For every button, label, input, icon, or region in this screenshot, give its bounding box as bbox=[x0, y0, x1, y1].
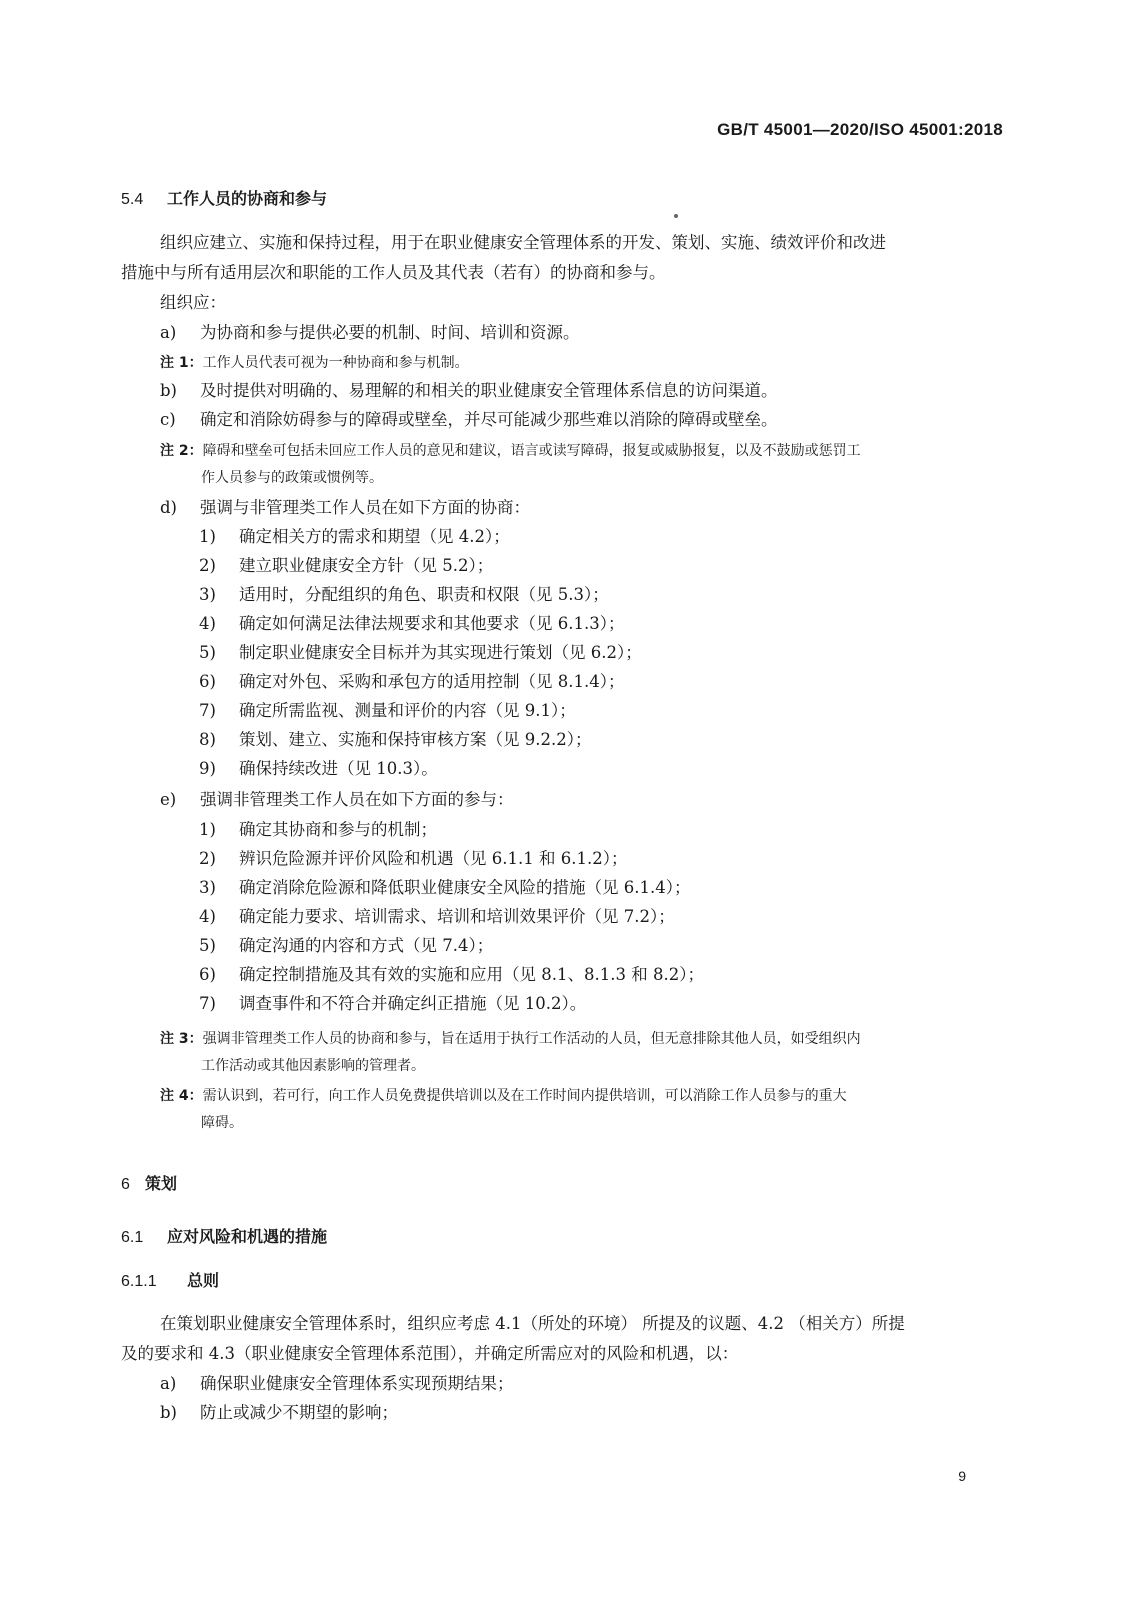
sublist-item bbox=[199, 609, 1131, 638]
sublist-marker: 7) bbox=[199, 994, 216, 1013]
sublist-item bbox=[199, 522, 1131, 551]
list-marker: b) bbox=[160, 381, 177, 400]
sublist-text: 确保持续改进（见 10.3）。 bbox=[239, 759, 438, 778]
sublist-item bbox=[199, 989, 1131, 1018]
para-lead: 组织应： bbox=[160, 293, 226, 312]
list-text: 强调非管理类工作人员在如下方面的参与： bbox=[200, 790, 514, 809]
list-item-c bbox=[160, 405, 1131, 434]
heading-title: 策划 bbox=[145, 1174, 178, 1193]
list-item-e bbox=[160, 785, 1131, 814]
sublist-item bbox=[199, 667, 1131, 696]
note-2 bbox=[160, 438, 1131, 465]
sublist-marker: 3) bbox=[199, 585, 216, 604]
note-label: 注 1： bbox=[160, 355, 203, 371]
note-text: 需认识到，若可行，向工作人员免费提供培训以及在工作时间内提供培训，可以消除工作人员参与的重大 bbox=[202, 1088, 847, 1104]
list-text: 防止或减少不期望的影响； bbox=[200, 1403, 398, 1422]
note-4 bbox=[160, 1083, 1131, 1110]
heading-6-1-1 bbox=[121, 1268, 1131, 1291]
para-intro-line1: 组织应建立、实施和保持过程，用于在职业健康安全管理体系的开发、策划、实施、绩效评价和改进 bbox=[160, 233, 886, 252]
sublist-d bbox=[199, 522, 1131, 783]
list-item-b bbox=[160, 376, 1131, 405]
list-marker: d) bbox=[160, 498, 177, 517]
sublist-marker: 1) bbox=[199, 527, 216, 546]
heading-6 bbox=[121, 1171, 1131, 1194]
heading-title: 应对风险和机遇的措施 bbox=[167, 1227, 328, 1246]
heading-5-4 bbox=[121, 186, 1131, 209]
para-intro-line2: 措施中与所有适用层次和职能的工作人员及其代表（若有）的协商和参与。 bbox=[121, 263, 666, 282]
heading-number: 6.1.1 bbox=[121, 1273, 157, 1290]
standard-number: GB/T 45001—2020/ISO 45001:2018 bbox=[717, 120, 1003, 139]
sublist-text: 调查事件和不符合并确定纠正措施（见 10.2）。 bbox=[239, 994, 587, 1013]
sublist-text: 确定其协商和参与的机制； bbox=[239, 820, 437, 839]
sublist-item bbox=[199, 725, 1131, 754]
sublist-text: 制定职业健康安全目标并为其实现进行策划（见 6.2）； bbox=[239, 643, 642, 662]
note-label: 注 2： bbox=[160, 443, 203, 459]
list-text: 确保职业健康安全管理体系实现预期结果； bbox=[200, 1374, 514, 1393]
list-text: 为协商和参与提供必要的机制、时间、培训和资源。 bbox=[200, 323, 580, 342]
note-label: 注 3： bbox=[160, 1031, 203, 1047]
sublist-item bbox=[199, 754, 1131, 783]
sublist-marker: 6) bbox=[199, 672, 216, 691]
heading-title: 总则 bbox=[187, 1271, 220, 1290]
sublist-marker: 5) bbox=[199, 936, 216, 955]
note-text: 工作人员代表可视为一种协商和参与机制。 bbox=[202, 355, 469, 371]
note-label: 注 4： bbox=[160, 1088, 203, 1104]
list-text: 确定和消除妨碍参与的障碍或壁垒，并尽可能减少那些难以消除的障碍或壁垒。 bbox=[200, 410, 778, 429]
list-marker: a) bbox=[160, 323, 177, 342]
heading-number: 6.1 bbox=[121, 1229, 144, 1246]
note-text: 强调非管理类工作人员的协商和参与，旨在适用于执行工作活动的人员，但无意排除其他人员，如受组织内 bbox=[202, 1031, 861, 1047]
heading-number: 6 bbox=[121, 1176, 130, 1193]
sublist-marker: 2) bbox=[199, 556, 216, 575]
heading-number: 5.4 bbox=[121, 191, 144, 208]
sublist-marker: 4) bbox=[199, 614, 216, 633]
sublist-item bbox=[199, 638, 1131, 667]
sublist-item bbox=[199, 696, 1131, 725]
sublist-item bbox=[199, 844, 1131, 873]
sublist-item bbox=[199, 580, 1131, 609]
note-2-cont: 作人员参与的政策或惯例等。 bbox=[201, 470, 383, 486]
list-item-a bbox=[160, 318, 1131, 347]
list-item-611-b bbox=[160, 1398, 1131, 1427]
sublist-item bbox=[199, 931, 1131, 960]
list-marker: a) bbox=[160, 1374, 177, 1393]
sublist-item bbox=[199, 815, 1131, 844]
sublist-text: 确定沟通的内容和方式（见 7.4）； bbox=[239, 936, 494, 955]
sublist-marker: 7) bbox=[199, 701, 216, 720]
list-marker: c) bbox=[160, 410, 176, 429]
note-4-cont: 障碍。 bbox=[201, 1115, 243, 1131]
sublist-text: 辨识危险源并评价风险和机遇（见 6.1.1 和 6.1.2）； bbox=[239, 849, 628, 868]
sublist-marker: 8) bbox=[199, 730, 216, 749]
list-item-611-a bbox=[160, 1369, 1131, 1398]
sublist-marker: 4) bbox=[199, 907, 216, 926]
para-611-line1: 在策划职业健康安全管理体系时，组织应考虑 4.1（所处的环境） 所提及的议题、4.2 （相关方）所提 bbox=[160, 1314, 905, 1333]
sublist-text: 确定对外包、采购和承包方的适用控制（见 8.1.4）； bbox=[239, 672, 625, 691]
sublist-text: 确定所需监视、测量和评价的内容（见 9.1）； bbox=[239, 701, 576, 720]
sublist-item bbox=[199, 960, 1131, 989]
sublist-text: 确定控制措施及其有效的实施和应用（见 8.1、8.1.3 和 8.2）； bbox=[239, 965, 704, 984]
sublist-text: 策划、建立、实施和保持审核方案（见 9.2.2）； bbox=[239, 730, 592, 749]
scan-speck bbox=[674, 214, 678, 218]
sublist-e bbox=[199, 815, 1131, 1018]
sublist-text: 确定相关方的需求和期望（见 4.2）； bbox=[239, 527, 510, 546]
sublist-item bbox=[199, 873, 1131, 902]
note-3-cont: 工作活动或其他因素影响的管理者。 bbox=[201, 1058, 425, 1074]
sublist-marker: 5) bbox=[199, 643, 216, 662]
sublist-marker: 6) bbox=[199, 965, 216, 984]
list-marker: e) bbox=[160, 790, 177, 809]
sublist-text: 适用时，分配组织的角色、职责和权限（见 5.3）； bbox=[239, 585, 609, 604]
heading-6-1 bbox=[121, 1224, 1131, 1247]
sublist-marker: 3) bbox=[199, 878, 216, 897]
sublist-text: 确定能力要求、培训需求、培训和培训效果评价（见 7.2）； bbox=[239, 907, 675, 926]
para-611-line2: 及的要求和 4.3（职业健康安全管理体系范围），并确定所需应对的风险和机遇，以： bbox=[121, 1344, 739, 1363]
list-text: 强调与非管理类工作人员在如下方面的协商： bbox=[200, 498, 530, 517]
note-3 bbox=[160, 1026, 1131, 1053]
list-text: 及时提供对明确的、易理解的和相关的职业健康安全管理体系信息的访问渠道。 bbox=[200, 381, 778, 400]
sublist-marker: 9) bbox=[199, 759, 216, 778]
sublist-marker: 2) bbox=[199, 849, 216, 868]
sublist-text: 确定如何满足法律法规要求和其他要求（见 6.1.3）； bbox=[239, 614, 625, 633]
sublist-text: 确定消除危险源和降低职业健康安全风险的措施（见 6.1.4）； bbox=[239, 878, 691, 897]
sublist-item bbox=[199, 902, 1131, 931]
heading-title: 工作人员的协商和参与 bbox=[167, 189, 328, 208]
note-text: 障碍和壁垒可包括未回应工作人员的意见和建议，语言或读写障碍，报复或威胁报复，以及不鼓励或惩罚工 bbox=[202, 443, 861, 459]
list-item-d bbox=[160, 493, 1131, 522]
note-1 bbox=[160, 350, 1131, 377]
list-marker: b) bbox=[160, 1403, 177, 1422]
page-number: 9 bbox=[958, 1468, 966, 1484]
sublist-text: 建立职业健康安全方针（见 5.2）； bbox=[239, 556, 494, 575]
sublist-marker: 1) bbox=[199, 820, 216, 839]
sublist-item bbox=[199, 551, 1131, 580]
